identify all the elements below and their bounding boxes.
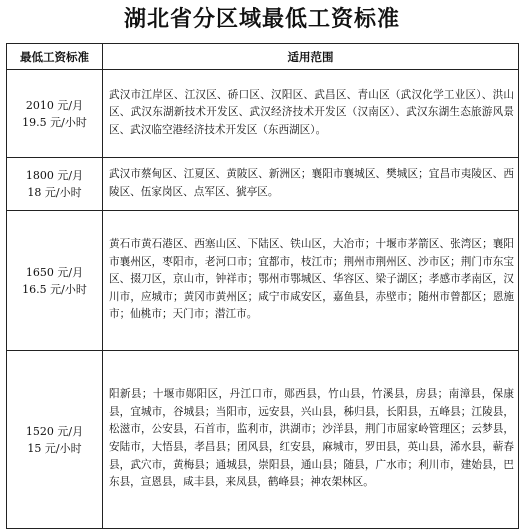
header-applicable-scope: 适用范围 bbox=[103, 44, 519, 70]
wage-cell bbox=[7, 70, 103, 158]
wage-cell bbox=[7, 351, 103, 529]
hourly-wage: 18 元/小时 bbox=[27, 186, 82, 199]
table-header-row bbox=[7, 44, 519, 70]
table-row bbox=[7, 351, 519, 529]
page-title: 湖北省分区域最低工资标准 bbox=[123, 7, 400, 32]
areas-cell: 黄石市黄石港区、西塞山区、下陆区、铁山区，大冶市；十堰市茅箭区、张湾区；襄阳市襄州区，枣阳市，老河口市；宜都市，枝江市；荆州市荆州区、沙市区；荆门市东宝区、掇刀区，京山市，钟祥市；鄂州市鄂城区、华容区、梁子湖区；孝感市孝南区，汉川市，应城市；黄冈市黄州区；咸宁市咸安区，嘉鱼县，赤壁市；随州市曾都区；恩施市；仙桃市；天门市；潜江市。 bbox=[103, 211, 519, 351]
header-wage-standard: 最低工资标准 bbox=[7, 44, 103, 70]
hourly-wage: 15 元/小时 bbox=[27, 441, 82, 455]
wage-cell bbox=[7, 158, 103, 211]
monthly-wage: 1800 元/月 bbox=[25, 169, 84, 182]
monthly-wage: 1520 元/月 bbox=[25, 424, 84, 438]
wage-cell bbox=[7, 211, 103, 351]
areas-cell: 阳新县；十堰市郧阳区，丹江口市，郧西县，竹山县，竹溪县，房县；南漳县，保康县，宜城市，谷城县；当阳市，远安县，兴山县，秭归县，长阳县，五峰县；江陵县，松滋市，公安县，石首市，监利市，洪湖市；沙洋县，荆门市屈家岭管理区；云梦县，安陆市，大悟县，孝昌县；团风县，红安县，麻城市，罗田县，英山县，浠水县，蕲春县，武穴市，黄梅县；通城县，崇阳县，通山县；随县，广水市；利川市，建始县，巴东县，宣恩县，咸丰县，来凤县，鹤峰县；神农架林区。 bbox=[103, 351, 519, 529]
table-row bbox=[7, 70, 519, 158]
monthly-wage: 2010 元/月 bbox=[25, 98, 84, 112]
areas-cell: 武汉市江岸区、江汉区、硚口区、汉阳区、武昌区、青山区（武汉化学工业区）、洪山区、武汉东湖新技术开发区、武汉经济技术开发区（汉南区）、武汉东湖生态旅游风景区、武汉临空港经济技术开发区（东西湖区）。 bbox=[103, 70, 519, 158]
table-row bbox=[7, 158, 519, 211]
monthly-wage: 1650 元/月 bbox=[25, 265, 84, 279]
hourly-wage: 16.5 元/小时 bbox=[22, 282, 87, 296]
table-row bbox=[7, 211, 519, 351]
minimum-wage-table bbox=[6, 43, 519, 529]
areas-cell: 武汉市蔡甸区、江夏区、黄陂区、新洲区；襄阳市襄城区、樊城区；宜昌市夷陵区、西陵区、伍家岗区、点军区、猇亭区。 bbox=[103, 158, 519, 211]
hourly-wage: 19.5 元/小时 bbox=[22, 115, 87, 129]
